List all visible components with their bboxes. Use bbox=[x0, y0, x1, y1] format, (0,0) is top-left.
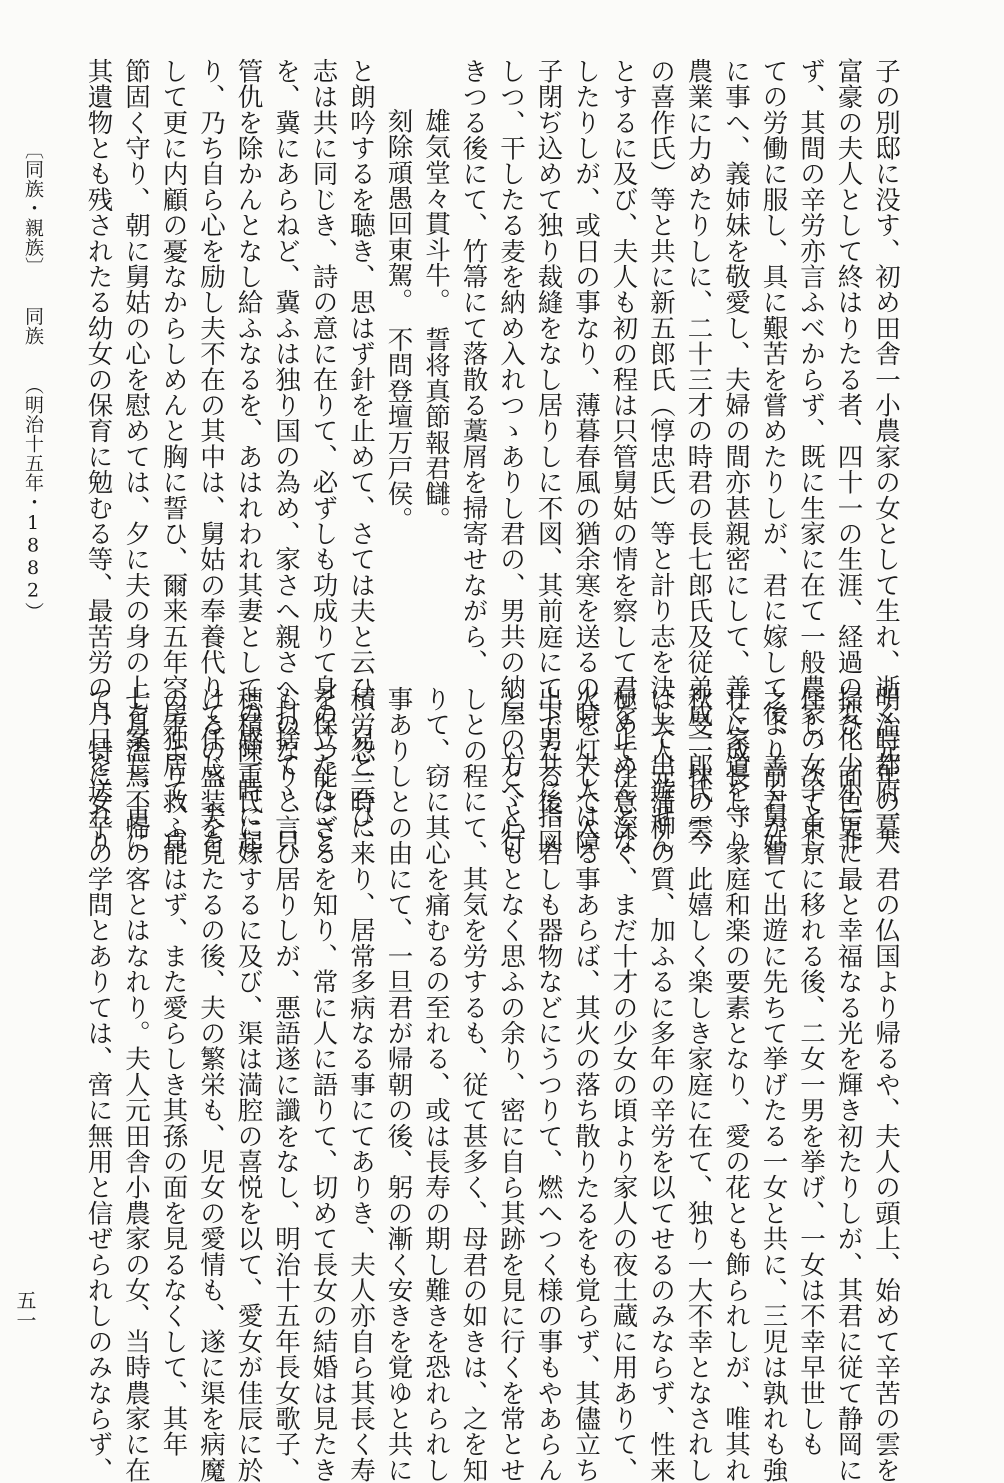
text-column: 雄気堂々貫斗牛。 誓将真節報君讎。 bbox=[421, 108, 451, 533]
text-column: 其遺物とも残されたる幼女の保育に勉むる等、最苦労の月日を送れり bbox=[83, 58, 114, 855]
text-column: とするに及び、夫人も初の程は只管舅姑の情を察して君を止めんとな bbox=[608, 58, 639, 855]
text-column: したりしが、或日の事なり、薄暮春風の猶余寒を送るの時、夫人は障 bbox=[571, 58, 601, 855]
text-column: 出でたる後、若しも器物などにうつりて、燃へつく様の事もやあらん bbox=[533, 686, 564, 1483]
header-subsection: 同族 bbox=[22, 306, 44, 346]
text-column: 事ありしとの由にて、一旦君が帰朝の後、躬の漸く安きを覚ゆと共に bbox=[383, 686, 414, 1483]
text-column: 子閉ぢ込めて独り裁縫をなし居りしに不図、其前庭にて下男共に指図 bbox=[533, 58, 564, 855]
text-column: しとの程にて、其気を労するも、従て甚多く、母君の如きは、之を知 bbox=[458, 686, 489, 1483]
text-column: 壮に成長し、家庭和楽の要素となり、愛の花とも飾られしが、唯其れ bbox=[721, 686, 751, 1483]
text-column: 火を灯して入る事あらば、其火の落ち散りたるをも覚らず、其儘立ち bbox=[571, 686, 601, 1483]
text-column: けるの盛装を見たるの後、夫の繁栄も、児女の愛情も、遂に渠を病魔 bbox=[196, 686, 226, 1483]
text-column: を、冀にあらねど、冀ふは独り国の為め、家さへ親さへ打捨てゝ、只 bbox=[271, 58, 301, 855]
text-column: ず、其間の辛労亦言ふべからず、既に生家に在て一般農家の女子とし bbox=[796, 58, 826, 855]
text-column: して更に内顧の憂なからしめんと胸に誓ひ、爾来五年空房独居て、貞 bbox=[158, 58, 189, 855]
text-column: 管仇を除かんとなし給ふなるを、あはれわれ其妻としての感一時に起 bbox=[233, 58, 264, 855]
text-column: を保つ能はざるを知り、常に人に語りて、切めて長女の結婚は見たき bbox=[308, 686, 339, 1483]
text-column: きつる後にて、竹箒にて落散る藁屑を掃寄せながら、 bbox=[458, 58, 489, 675]
text-column: の喜作氏）等と共に新五郎氏（惇忠氏）等と計り志を決して出遊せん bbox=[646, 58, 676, 855]
text-column: 七月溘焉不帰の客とはなれり。夫人元田舎小農家の女、当時農家に在 bbox=[121, 686, 151, 1483]
text-column: 子の別邸に没す、初め田舎一小農家の女として生れ、逝く時都府一大 bbox=[871, 58, 901, 855]
text-column: の手より救ふ能はず、また愛らしき其孫の面を見るなくして、其年 bbox=[158, 686, 189, 1457]
running-header bbox=[22, 140, 44, 622]
text-column: 節固く守り、朝に舅姑の心を慰めては、夕に夫の身の上を案じ、更に bbox=[121, 58, 151, 855]
text-column: 積労忽一時に来り、居常多病なる事にてありき、夫人亦自ら其長く寿 bbox=[346, 686, 376, 1483]
text-column: 秋旻一抹の雲、此嬉しく楽しき家庭に在て、独り一大不幸となされし bbox=[683, 686, 714, 1483]
text-column: 富豪の夫人として終はりたる者、四十一の生涯、経過の変化少小に非 bbox=[833, 58, 864, 855]
text-column: 農業に力めたりしに、二十三才の時君の長七郎氏及従弟成一郎氏（今 bbox=[683, 58, 714, 855]
text-column: 穂積陳重氏に嫁するに及び、渠は満腔の喜悦を以て、愛女が佳辰に於 bbox=[233, 686, 264, 1483]
text-column: 之より前君が嘗て出遊に先ちて挙げたる一女と共に、三児は孰れも強 bbox=[758, 686, 789, 1483]
text-column: と朗吟するを聴き、思はず針を止めて、さては夫と云ひ、兄と云ひ、 bbox=[346, 58, 376, 855]
text-column: ものなりと言ひ居りしが、悪語遂に讖をなし、明治十五年長女歌子、 bbox=[271, 686, 301, 1483]
text-column: は夫人元蒲柳の質、加ふるに多年の辛労を以てせるのみならず、性来 bbox=[646, 686, 676, 1483]
text-column: 明治元年の暮、君の仏国より帰るや、夫人の頭上、始めて辛苦の雲を bbox=[871, 686, 901, 1483]
header-section: 〔同族・親族〕 bbox=[22, 140, 44, 277]
page-number: 五一 bbox=[13, 1290, 37, 1330]
text-column: りて、窃に其心を痛むるの至れる、或は長寿の期し難きを恐れられし bbox=[421, 686, 451, 1483]
text-column: 住し、次て東京に移れる後、二女一男を挙げ、一女は不幸早世しも bbox=[796, 686, 826, 1457]
text-column: 刻除頑愚回東駕。 不問登壇万戸侯。 bbox=[383, 108, 414, 533]
text-column: て、特に女子の学問とありては、啻に無用と信ぜられしのみならず、 bbox=[83, 686, 114, 1483]
text-column: と、いとゞ心もとなく思ふの余り、密に自ら其跡を見に行くを常とせ bbox=[496, 686, 526, 1483]
text-column: に事へ、義姉妹を敬愛し、夫婦の間亦甚親密にして、善く家道を守り bbox=[721, 58, 751, 855]
header-era: （明治十五年・1882） bbox=[22, 375, 44, 622]
text-column: 掃ひ、面色更に最と幸福なる光を輝き初たりしが、其君に従て静岡に bbox=[833, 686, 864, 1483]
text-column: ての労働に服し、具に艱苦を嘗めたりしが、君に嫁して後、善く舅姑 bbox=[758, 58, 789, 855]
text-column: 志は共に同じき、詩の意に在りて、必ずしも功成りて身の立たんこと bbox=[308, 58, 339, 855]
text-column: 極めて注意深く、まだ十才の少女の頃より家人の夜土蔵に用ありて、 bbox=[608, 686, 639, 1483]
text-column: しつ、干したる麦を納め入れつゝありし君の、男共の納屋の方へと行 bbox=[496, 58, 526, 855]
text-column: り、乃ち自ら心を励し夫不在の其中は、舅姑の奉養代りて任じ、夫を bbox=[196, 58, 226, 855]
